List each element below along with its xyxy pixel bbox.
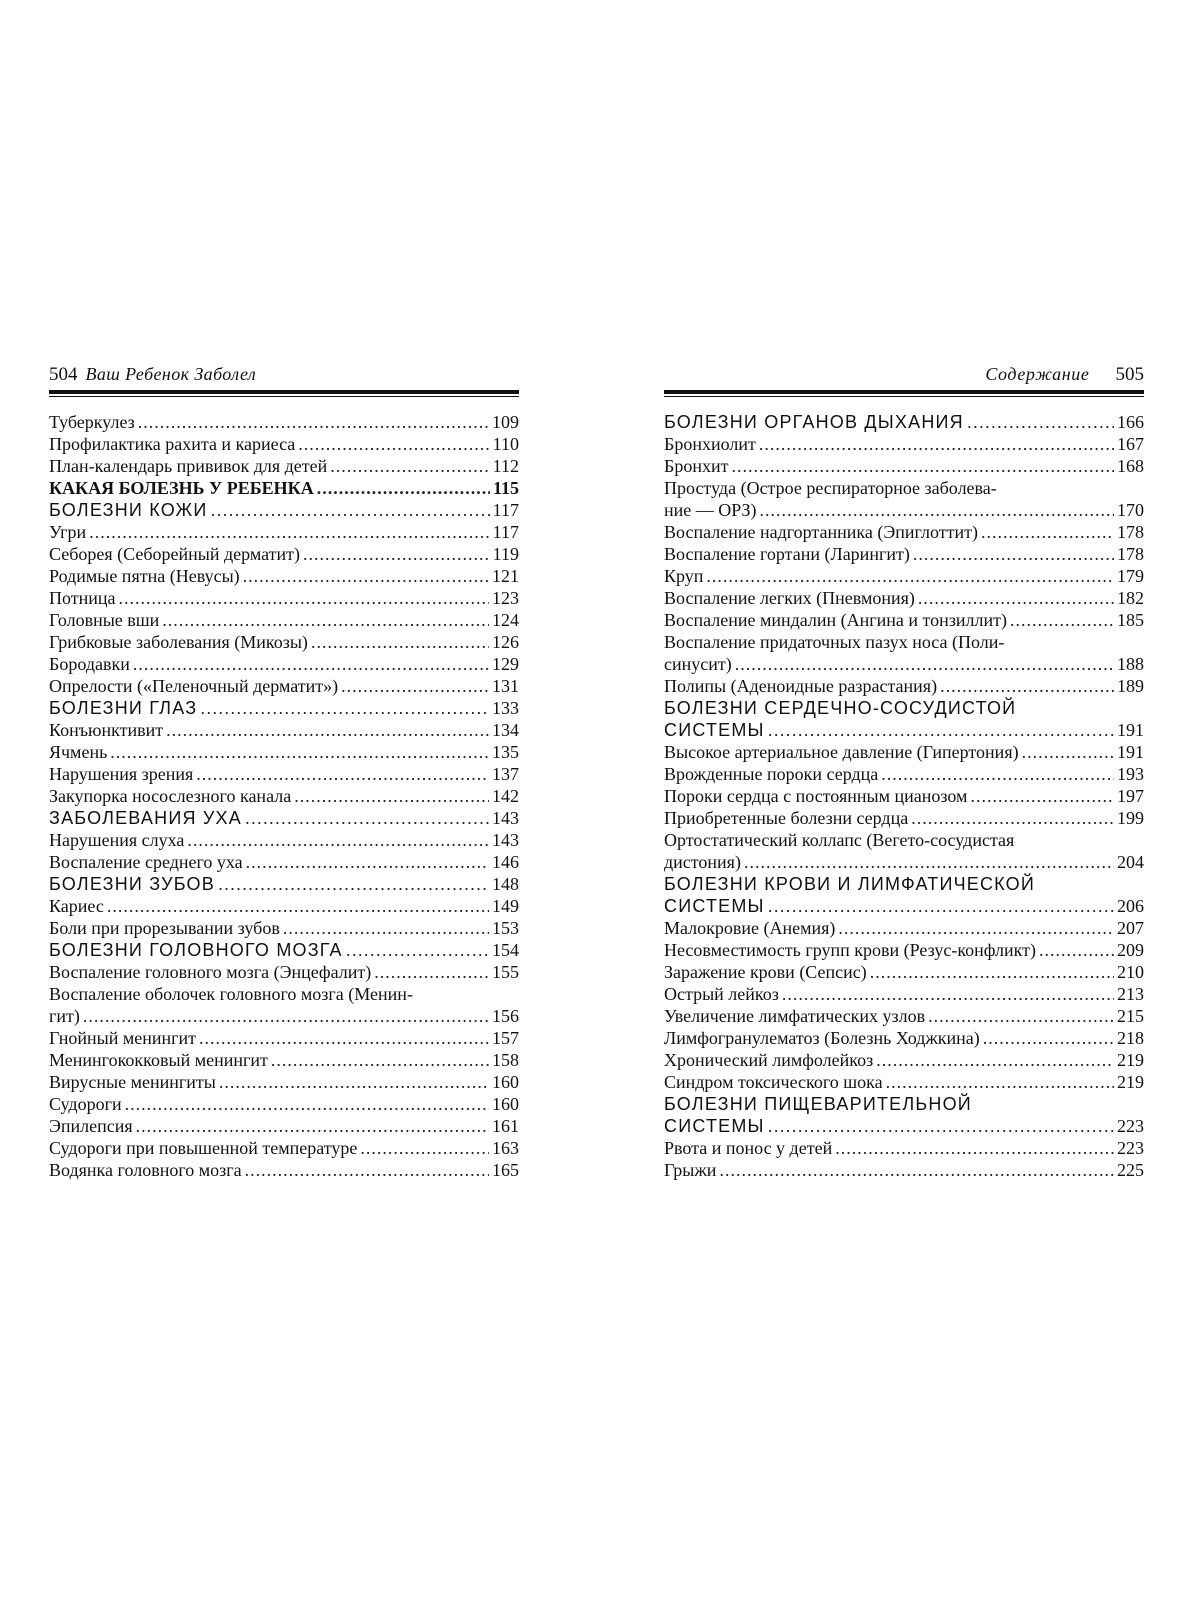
toc-entry: ние — ОРЗ) ..... 170 [664,499,1144,521]
header-rule-thin [664,396,1144,397]
toc-entry: Врожденные пороки сердца ..... 193 [664,763,1144,785]
toc-section-heading: БОЛЕЗНИ ЗУБОВ ..... 148 [49,873,519,895]
toc-entry-first-line: Воспаление придаточных пазух носа (Поли- [664,632,1005,652]
left-page [49,362,519,1181]
section-title: Содержание [985,364,1090,384]
toc-entry: Несовместимость групп крови (Резус-конфликт) ..... 209 [664,939,1144,961]
toc-section-heading: СИСТЕМЫ ..... 191 [664,719,1144,741]
toc-entry: Потница ..... 123 [49,587,519,609]
toc-entry: гит) ..... 156 [49,1005,519,1027]
toc-entry: Нарушения зрения ..... 137 [49,763,519,785]
toc-entry-first-line: Простуда (Острое респираторное заболева- [664,478,997,498]
toc-entry: Кариес ..... 149 [49,895,519,917]
book-title: Ваш Ребенок Заболел [85,364,257,384]
right-page-number: 505 [1115,364,1144,385]
toc-entry: Воспаление головного мозга (Энцефалит) ..... 155 [49,961,519,983]
toc-entry: Бронхиолит ..... 167 [664,433,1144,455]
header-rule [664,390,1144,394]
toc-section-heading: БОЛЕЗНИ ГОЛОВНОГО МОЗГА ..... 154 [49,939,519,961]
toc-entry: Профилактика рахита и кариеса ..... 110 [49,433,519,455]
toc-section-heading: БОЛЕЗНИ ОРГАНОВ ДЫХАНИЯ ..... 166 [664,411,1144,433]
toc-entry: Бородавки ..... 129 [49,653,519,675]
toc-entry-first-line: Воспаление оболочек головного мозга (Менин- [49,984,413,1004]
right-page [664,362,1144,1181]
toc-entry: Бронхит ..... 168 [664,455,1144,477]
toc-entry: Конъюнктивит ..... 134 [49,719,519,741]
toc-entry: Приобретенные болезни сердца ..... 199 [664,807,1144,829]
toc-entry: Закупорка носослезного канала ..... 142 [49,785,519,807]
toc-section-heading: ЗАБОЛЕВАНИЯ УХА ..... 143 [49,807,519,829]
toc-right [664,411,1144,1181]
toc-entry: Себорея (Себорейный дерматит) ..... 119 [49,543,519,565]
toc-entry: Судороги ..... 160 [49,1093,519,1115]
toc-entry: дистония) ..... 204 [664,851,1144,873]
toc-entry: Грибковые заболевания (Микозы) ..... 126 [49,631,519,653]
toc-section-heading: БОЛЕЗНИ ГЛАЗ ..... 133 [49,697,519,719]
toc-entry: Пороки сердца с постоянным цианозом ..... 197 [664,785,1144,807]
toc-entry: Грыжи ..... 225 [664,1159,1144,1181]
header-rule [49,390,519,394]
toc-entry: Малокровие (Анемия) ..... 207 [664,917,1144,939]
toc-entry: Гнойный менингит ..... 157 [49,1027,519,1049]
toc-entry: Нарушения слуха ..... 143 [49,829,519,851]
toc-section-heading: БОЛЕЗНИ КОЖИ ..... 117 [49,499,519,521]
left-page-number: 504 [49,364,78,385]
toc-section-heading: СИСТЕМЫ ..... 206 [664,895,1144,917]
right-running-head [664,362,1144,386]
toc-entry: Угри ..... 117 [49,521,519,543]
toc-entry: Опрелости («Пеленочный дерматит») ..... 131 [49,675,519,697]
toc-entry: синусит) ..... 188 [664,653,1144,675]
toc-entry: Менингококковый менингит ..... 158 [49,1049,519,1071]
toc-entry: Заражение крови (Сепсис) ..... 210 [664,961,1144,983]
toc-part-heading: КАКАЯ БОЛЕЗНЬ У РЕБЕНКА ..... 115 [49,477,519,499]
toc-entry: Острый лейкоз ..... 213 [664,983,1144,1005]
header-rule-thin [49,396,519,397]
toc-section-heading-first-line: БОЛЕЗНИ КРОВИ И ЛИМФАТИЧЕСКОЙ [664,874,1036,894]
toc-entry: Полипы (Аденоидные разрастания) ..... 189 [664,675,1144,697]
toc-entry: Высокое артериальное давление (Гипертония) ..... 191 [664,741,1144,763]
toc-entry: Вирусные менингиты ..... 160 [49,1071,519,1093]
toc-entry: Круп ..... 179 [664,565,1144,587]
toc-entry: Головные вши ..... 124 [49,609,519,631]
toc-entry: Лимфогранулематоз (Болезнь Ходжкина) ..... 218 [664,1027,1144,1049]
toc-entry: Судороги при повышенной температуре ..... 163 [49,1137,519,1159]
toc-entry: Увеличение лимфатических узлов ..... 215 [664,1005,1144,1027]
left-running-head [49,362,519,386]
toc-entry: План-календарь прививок для детей ..... 112 [49,455,519,477]
toc-section-heading-first-line: БОЛЕЗНИ ПИЩЕВАРИТЕЛЬНОЙ [664,1094,972,1114]
toc-section-heading-first-line: БОЛЕЗНИ СЕРДЕЧНО-СОСУДИСТОЙ [664,698,1017,718]
toc-entry: Родимые пятна (Невусы) ..... 121 [49,565,519,587]
toc-entry: Боли при прорезывании зубов ..... 153 [49,917,519,939]
toc-entry: Воспаление надгортанника (Эпиглоттит) ..... 178 [664,521,1144,543]
toc-entry: Воспаление легких (Пневмония) ..... 182 [664,587,1144,609]
toc-entry: Воспаление среднего уха ..... 146 [49,851,519,873]
toc-entry: Воспаление гортани (Ларингит) ..... 178 [664,543,1144,565]
toc-entry: Эпилепсия ..... 161 [49,1115,519,1137]
toc-entry: Синдром токсического шока ..... 219 [664,1071,1144,1093]
toc-entry-first-line: Ортостатический коллапс (Вегето-сосудистая [664,830,1015,850]
toc-entry: Хронический лимфолейкоз ..... 219 [664,1049,1144,1071]
toc-entry: Туберкулез ..... 109 [49,411,519,433]
toc-entry: Водянка головного мозга ..... 165 [49,1159,519,1181]
toc-section-heading: СИСТЕМЫ ..... 223 [664,1115,1144,1137]
toc-entry: Рвота и понос у детей ..... 223 [664,1137,1144,1159]
toc-entry: Воспаление миндалин (Ангина и тонзиллит) ..... 185 [664,609,1144,631]
toc-entry: Ячмень ..... 135 [49,741,519,763]
toc-left [49,411,519,1181]
